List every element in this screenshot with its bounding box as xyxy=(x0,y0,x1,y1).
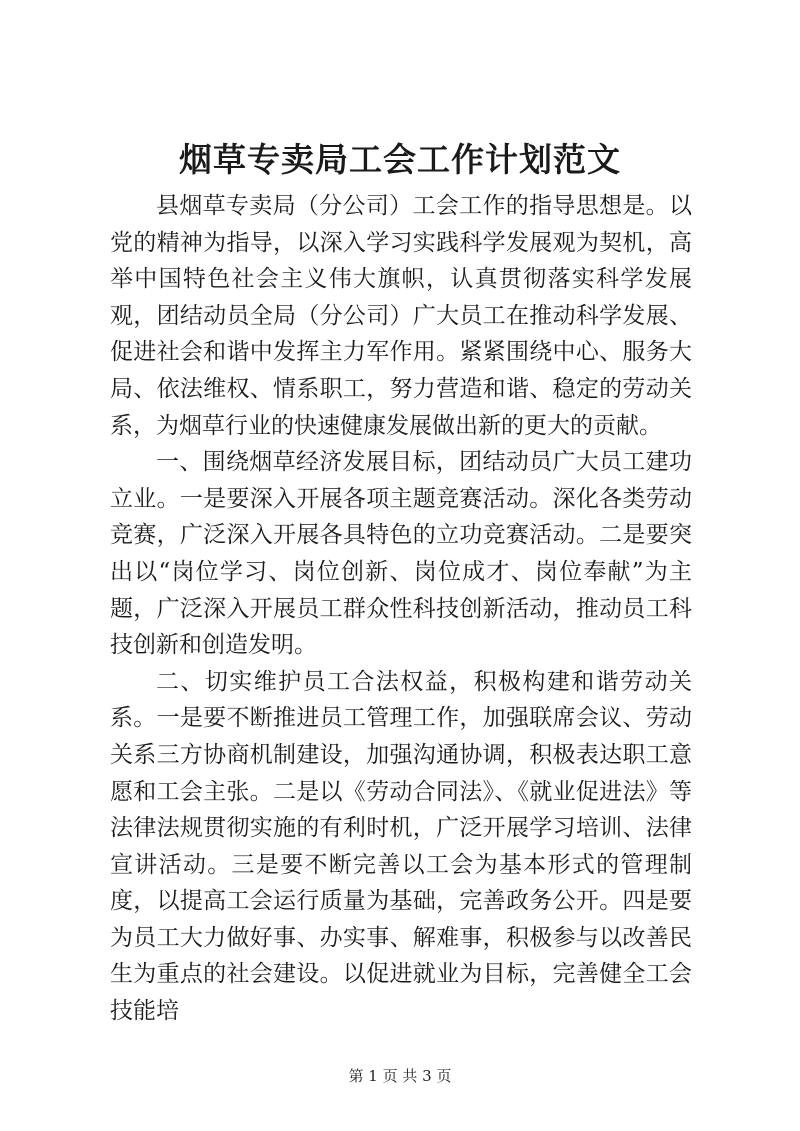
document-title: 烟草专卖局工会工作计划范文 xyxy=(179,140,621,179)
paragraph-guiding-ideology: 县烟草专卖局（分公司）工会工作的指导思想是。以党的精神为指导，以深入学习实践科学发展观为契机，高举中国特色社会主义伟大旗帜，认真贯彻落实科学发展观，团结动员全局（分公司）广大员工在推动科学发展、促进社会和谐中发挥主力军作用。紧紧围绕中心、服务大局、依法维权、情系职工，努力营造和谐、稳定的劳动关系，为烟草行业的快速健康发展做出新的更大的贡献。 xyxy=(110,193,692,439)
page-number-footer: 第 1 页 共 3 页 xyxy=(348,1067,452,1085)
paragraph-section-one: 一、围绕烟草经济发展目标，团结动员广大员工建功立业。一是要深入开展各项主题竞赛活动。深化各类劳动竞赛，广泛深入开展各具特色的立功竞赛活动。二是要突出以“岗位学习、岗位创新、岗位成才、岗位奉献”为主题，广泛深入开展员工群众性科技创新活动，推动员工科技创新和创造发明。 xyxy=(110,449,692,659)
document-body xyxy=(110,188,692,1030)
paragraph-section-two: 二、切实维护员工合法权益，积极构建和谐劳动关系。一是要不断推进员工管理工作，加强联席会议、劳动关系三方协商机制建设，加强沟通协调，积极表达职工意愿和工会主张。二是以《劳动合同法》、《就业促进法》等法律法规贯彻实施的有利时机，广泛开展学习培训、法律宣讲活动。三是要不断完善以工会为基本形式的管理制度，以提高工会运行质量为基础，完善政务公开。四是要为员工大力做好事、办实事、解难事，积极参与以改善民生为重点的社会建设。以促进就业为目标，完善健全工会技能培 xyxy=(110,668,692,1025)
